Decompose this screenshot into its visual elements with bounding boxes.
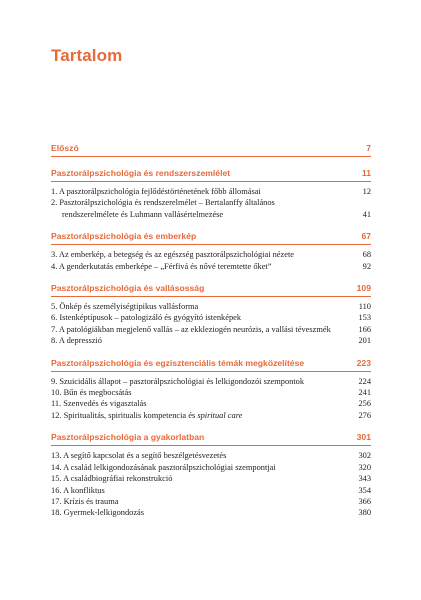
toc-entry[interactable] bbox=[51, 312, 371, 323]
entry-page-number: 201 bbox=[358, 336, 371, 346]
entry-page-number: 41 bbox=[362, 209, 371, 219]
toc-entry[interactable] bbox=[51, 485, 371, 496]
entry-title: Pasztorálpszichológia és rendszerelmélet – Bertalanffy általános rendszerelmélete és Luhmann vallásértelmezése bbox=[59, 198, 275, 219]
entry-number: 3. bbox=[51, 250, 58, 260]
section-title: Előszó bbox=[51, 143, 79, 153]
entry-title: Krízis és trauma bbox=[63, 496, 119, 506]
toc-entry[interactable] bbox=[51, 301, 371, 312]
section-title: Pasztorálpszichológia és rendszerszemlélet bbox=[51, 168, 231, 178]
entry-number: 14. bbox=[51, 462, 62, 472]
entry-number: 11. bbox=[51, 399, 62, 409]
toc-entry[interactable] bbox=[51, 197, 371, 220]
section-page-number: 301 bbox=[356, 432, 371, 443]
section-page-number: 7 bbox=[366, 143, 371, 153]
entry-number: 18. bbox=[51, 508, 62, 518]
entry-page-number: 68 bbox=[362, 250, 371, 260]
entry-number: 17. bbox=[51, 496, 62, 506]
toc-section bbox=[51, 141, 371, 157]
entry-number: 4. bbox=[51, 261, 58, 271]
entry-page-number: 110 bbox=[358, 302, 371, 312]
entry-page-number: 153 bbox=[358, 313, 371, 323]
entry-number: 9. bbox=[51, 376, 58, 386]
entry-page-number: 354 bbox=[358, 485, 371, 495]
section-title: Pasztorálpszichológia és vallásosság bbox=[51, 283, 205, 294]
section-title: Pasztorálpszichológia és egzisztenciális témák megközelítése bbox=[51, 357, 305, 368]
toc-section-heading[interactable] bbox=[51, 141, 371, 157]
toc-section-heading[interactable] bbox=[51, 356, 371, 372]
entry-title: Istenképtípusok – patologizáló és gyógyító istenképek bbox=[59, 313, 242, 323]
toc-entry[interactable] bbox=[51, 376, 371, 387]
entry-title: A család lelkigondozásának pasztorálpszichológiai szempontjai bbox=[63, 462, 276, 472]
entry-number: 1. bbox=[51, 187, 58, 196]
entry-page-number: 366 bbox=[358, 496, 371, 506]
toc-section bbox=[51, 229, 371, 272]
entry-number: 16. bbox=[51, 485, 62, 495]
entry-number: 7. bbox=[51, 324, 58, 334]
toc-entry[interactable] bbox=[51, 261, 371, 272]
entry-title: A patológiákban megjelenő vallás – az ekkleziogén neurózis, a vallási téveszmék bbox=[58, 324, 331, 334]
entry-title-italic: spiritual care bbox=[197, 410, 243, 420]
entry-page-number: 380 bbox=[358, 508, 371, 518]
toc-section-heading[interactable] bbox=[51, 430, 371, 446]
toc-entry[interactable] bbox=[51, 410, 371, 421]
entry-number: 2. bbox=[51, 198, 58, 208]
entry-page-number: 166 bbox=[358, 324, 371, 334]
toc-entry[interactable] bbox=[51, 496, 371, 507]
entry-title: A genderkutatás emberképe – „Férfivá és nővé teremtette őket” bbox=[58, 261, 272, 271]
entry-number: 10. bbox=[51, 388, 62, 398]
toc-section bbox=[51, 356, 371, 422]
entry-number: 15. bbox=[51, 474, 62, 484]
entry-page-number: 320 bbox=[358, 462, 371, 472]
entry-title: Önkép és személyiségtipikus vallásforma bbox=[59, 302, 199, 312]
toc-entry[interactable] bbox=[51, 324, 371, 335]
entry-title: Gyermek-lelkigondozás bbox=[63, 508, 145, 518]
toc-entry[interactable] bbox=[51, 462, 371, 473]
section-page-number: 67 bbox=[361, 231, 371, 242]
toc-entry[interactable] bbox=[51, 249, 371, 260]
entry-page-number: 302 bbox=[358, 451, 371, 461]
entry-page-number: 343 bbox=[358, 474, 371, 484]
toc-entry[interactable] bbox=[51, 507, 371, 518]
entry-page-number: 241 bbox=[358, 388, 371, 398]
entry-number: 12. bbox=[51, 410, 62, 420]
table-of-contents bbox=[51, 141, 371, 528]
entry-title: A családbiográfiai rekonstrukció bbox=[63, 474, 173, 484]
toc-section bbox=[51, 281, 371, 347]
entry-title: Az emberkép, a betegség és az egészség pasztorálpszichológiai nézete bbox=[58, 250, 295, 260]
section-page-number: 223 bbox=[356, 357, 371, 368]
toc-entry[interactable] bbox=[51, 473, 371, 484]
toc-entry[interactable] bbox=[51, 186, 371, 197]
toc-section-heading[interactable] bbox=[51, 281, 371, 297]
entry-title: Szenvedés és vigasztalás bbox=[63, 399, 147, 409]
section-page-number: 11 bbox=[361, 168, 371, 178]
section-title: Pasztorálpszichológia a gyakorlatban bbox=[51, 432, 205, 443]
entry-title: A segítő kapcsolat és a segítő beszélgetésvezetés bbox=[63, 451, 227, 461]
toc-entry[interactable] bbox=[51, 450, 371, 461]
entry-number: 5. bbox=[51, 302, 58, 312]
entry-title: Szuicidális állapot – pasztorálpszichológiai és lelkigondozói szempontok bbox=[59, 376, 305, 386]
toc-section bbox=[51, 166, 371, 220]
toc-entry[interactable] bbox=[51, 387, 371, 398]
entry-title: A pasztorálpszichológia fejlődéstörténetének főbb állomásai bbox=[58, 187, 261, 196]
entry-page-number: 92 bbox=[362, 261, 371, 271]
toc-entry[interactable] bbox=[51, 398, 371, 409]
toc-entry[interactable] bbox=[51, 335, 371, 346]
toc-section-heading[interactable] bbox=[51, 229, 371, 245]
toc-section bbox=[51, 430, 371, 518]
toc-section-heading[interactable] bbox=[51, 166, 371, 182]
entry-page-number: 276 bbox=[358, 410, 371, 420]
entry-title: Bűn és megbocsátás bbox=[63, 388, 132, 398]
section-title: Pasztorálpszichológia és emberkép bbox=[51, 231, 197, 242]
entry-page-number: 12 bbox=[362, 187, 371, 196]
entry-number: 13. bbox=[51, 451, 62, 461]
entry-number: 8. bbox=[51, 336, 58, 346]
entry-title: Spiritualitás, spiritualis kompetencia és bbox=[63, 410, 196, 420]
section-page-number: 109 bbox=[356, 283, 371, 294]
entry-title: A konfliktus bbox=[63, 485, 105, 495]
entry-page-number: 256 bbox=[358, 399, 371, 409]
entry-number: 6. bbox=[51, 313, 58, 323]
page-title: Tartalom bbox=[51, 46, 123, 65]
entry-page-number: 224 bbox=[358, 376, 371, 386]
entry-title: A depresszió bbox=[58, 336, 102, 346]
